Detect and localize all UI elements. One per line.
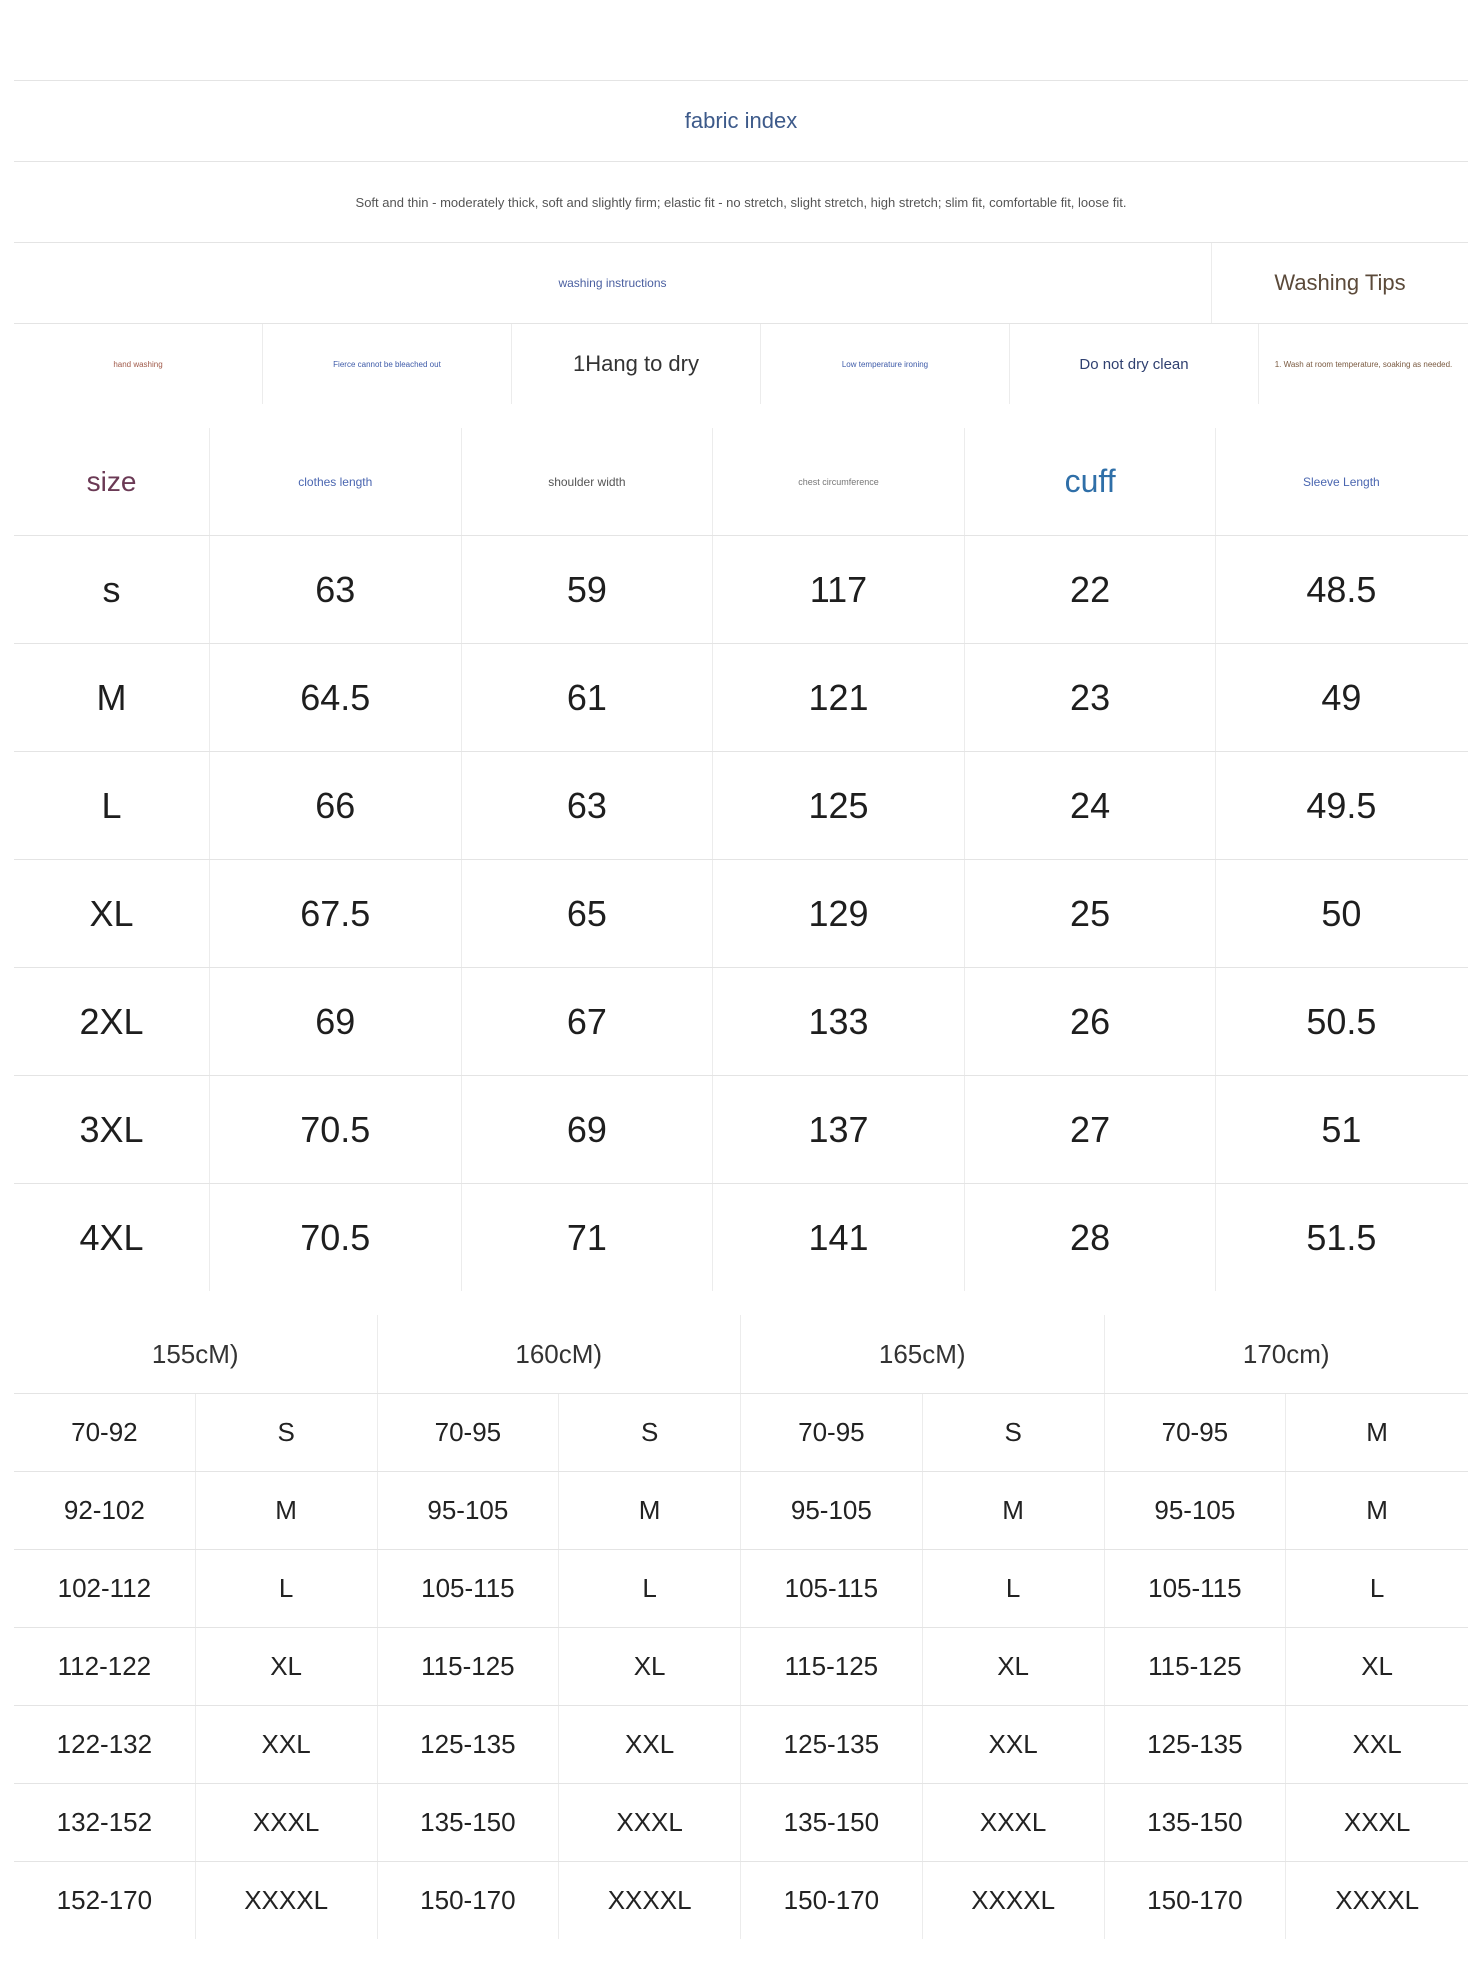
size-value: 63 [210, 536, 462, 643]
recommended-size: XXXL [1343, 1807, 1411, 1837]
size-value: 125 [713, 752, 965, 859]
recommended-size: XXXL [559, 1784, 741, 1861]
recommended-size: M [1366, 1417, 1388, 1447]
weight-chart-body [14, 1393, 1468, 1939]
size-row [14, 752, 1468, 859]
wash-item-hand-washing: hand washing [14, 324, 263, 404]
recommended-size: S [559, 1394, 741, 1471]
size-value: 27 [965, 1076, 1217, 1183]
size-label: M [14, 644, 210, 751]
recommended-size: XXXXL [196, 1862, 378, 1939]
recommended-size: XXXL [196, 1784, 378, 1861]
size-value: 137 [713, 1076, 965, 1183]
washing-items-row [14, 324, 1468, 404]
washing-tips-label: Washing Tips [1274, 270, 1406, 295]
size-label: XL [14, 860, 210, 967]
size-value: 121 [713, 644, 965, 751]
size-value: 117 [713, 536, 965, 643]
weight-range: 135-150 [1105, 1784, 1287, 1861]
recommended-size: M [196, 1472, 378, 1549]
size-value: 48.5 [1306, 568, 1377, 610]
header-size: size [14, 428, 210, 535]
weight-range: 152-170 [14, 1862, 196, 1939]
recommended-size: XL [196, 1628, 378, 1705]
weight-range: 135-150 [741, 1784, 923, 1861]
recommended-size: XL [1361, 1651, 1394, 1681]
weight-row [14, 1394, 1468, 1471]
weight-range: 70-95 [1105, 1394, 1287, 1471]
wash-item-hang-dry: 1Hang to dry [512, 324, 761, 404]
header-chest-circumference: chest circumference [713, 428, 965, 535]
weight-range: 105-115 [378, 1550, 560, 1627]
recommended-size: S [923, 1394, 1105, 1471]
recommended-size: XL [559, 1628, 741, 1705]
size-value: 49.5 [1306, 784, 1377, 826]
weight-range: 115-125 [1105, 1628, 1287, 1705]
weight-range: 95-105 [1105, 1472, 1287, 1549]
weight-range: 150-170 [1105, 1862, 1287, 1939]
weight-range: 125-135 [378, 1706, 560, 1783]
wash-tip-text: 1. Wash at room temperature, soaking as needed. [1274, 359, 1453, 369]
size-value: 23 [965, 644, 1217, 751]
weight-range: 115-125 [378, 1628, 560, 1705]
fabric-description: Soft and thin - moderately thick, soft and slightly firm; elastic fit - no stretch, slight stretch, high stretch; slim fit, comfortable fit, loose fit. [355, 194, 1127, 210]
size-value: 50 [1321, 892, 1362, 934]
size-chart-body [14, 535, 1468, 1291]
size-value: 70.5 [210, 1184, 462, 1291]
fabric-description-row [14, 162, 1468, 242]
size-chart-header [14, 428, 1468, 535]
size-value: 69 [210, 968, 462, 1075]
recommended-size: XXL [923, 1706, 1105, 1783]
weight-range: 70-95 [378, 1394, 560, 1471]
weight-range: 95-105 [378, 1472, 560, 1549]
size-value: 28 [965, 1184, 1217, 1291]
washing-instructions-label: washing instructions [14, 243, 1212, 323]
recommended-size: XXXXL [923, 1862, 1105, 1939]
fabric-index-title: fabric index [684, 108, 798, 133]
recommended-size: L [1369, 1573, 1385, 1603]
recommended-size: S [196, 1394, 378, 1471]
weight-range: 70-95 [741, 1394, 923, 1471]
height-160-header: 160cM) [378, 1315, 742, 1393]
size-chart [14, 428, 1468, 1291]
weight-range: 112-122 [14, 1628, 196, 1705]
size-value: 22 [965, 536, 1217, 643]
size-value: 24 [965, 752, 1217, 859]
size-value: 64.5 [210, 644, 462, 751]
weight-range: 102-112 [14, 1550, 196, 1627]
size-label: s [14, 536, 210, 643]
size-value: 129 [713, 860, 965, 967]
size-value: 66 [210, 752, 462, 859]
size-value: 51.5 [1306, 1216, 1377, 1258]
size-value: 26 [965, 968, 1217, 1075]
size-value: 133 [713, 968, 965, 1075]
size-row [14, 644, 1468, 751]
weight-row [14, 1550, 1468, 1627]
size-value: 70.5 [210, 1076, 462, 1183]
weight-row [14, 1628, 1468, 1705]
size-value: 65 [462, 860, 714, 967]
size-row [14, 1076, 1468, 1183]
weight-range: 150-170 [741, 1862, 923, 1939]
size-value: 25 [965, 860, 1217, 967]
weight-range: 105-115 [1105, 1550, 1287, 1627]
size-value: 59 [462, 536, 714, 643]
header-shoulder-width: shoulder width [462, 428, 714, 535]
weight-row [14, 1862, 1468, 1939]
size-row [14, 968, 1468, 1075]
washing-header-row [14, 243, 1468, 323]
weight-range: 135-150 [378, 1784, 560, 1861]
size-row [14, 536, 1468, 643]
weight-row [14, 1472, 1468, 1549]
weight-chart-header [14, 1315, 1468, 1393]
size-label: L [14, 752, 210, 859]
header-clothes-length: clothes length [210, 428, 462, 535]
recommended-size: M [923, 1472, 1105, 1549]
size-value: 51 [1321, 1108, 1362, 1150]
recommended-size: L [923, 1550, 1105, 1627]
weight-range: 115-125 [741, 1628, 923, 1705]
size-label: 3XL [14, 1076, 210, 1183]
fabric-index-row [14, 81, 1468, 161]
weight-size-chart [14, 1315, 1468, 1939]
size-value: 71 [462, 1184, 714, 1291]
size-value: 61 [462, 644, 714, 751]
weight-row [14, 1784, 1468, 1861]
size-value: 50.5 [1306, 1000, 1377, 1042]
wash-item-no-dry-clean: Do not dry clean [1010, 324, 1259, 404]
recommended-size: XL [923, 1628, 1105, 1705]
size-value: 67 [462, 968, 714, 1075]
recommended-size: XXL [559, 1706, 741, 1783]
weight-range: 95-105 [741, 1472, 923, 1549]
recommended-size: L [196, 1550, 378, 1627]
recommended-size: XXXXL [1335, 1885, 1420, 1915]
size-value: 141 [713, 1184, 965, 1291]
weight-range: 70-92 [14, 1394, 196, 1471]
size-value: 63 [462, 752, 714, 859]
weight-range: 132-152 [14, 1784, 196, 1861]
size-row [14, 860, 1468, 967]
weight-range: 125-135 [741, 1706, 923, 1783]
recommended-size: L [559, 1550, 741, 1627]
size-row [14, 1184, 1468, 1291]
size-value: 69 [462, 1076, 714, 1183]
header-sleeve-length: Sleeve Length [1303, 474, 1380, 489]
size-value: 67.5 [210, 860, 462, 967]
recommended-size: XXXXL [559, 1862, 741, 1939]
weight-range: 105-115 [741, 1550, 923, 1627]
weight-range: 92-102 [14, 1472, 196, 1549]
wash-item-no-bleach: Fierce cannot be bleached out [263, 324, 512, 404]
recommended-size: XXL [196, 1706, 378, 1783]
weight-range: 150-170 [378, 1862, 560, 1939]
weight-range: 122-132 [14, 1706, 196, 1783]
wash-item-low-iron: Low temperature ironing [761, 324, 1010, 404]
height-165-header: 165cM) [741, 1315, 1105, 1393]
recommended-size: XXXL [923, 1784, 1105, 1861]
height-170-header: 170cm) [1242, 1338, 1330, 1369]
size-label: 2XL [14, 968, 210, 1075]
size-value: 49 [1321, 676, 1362, 718]
header-cuff: cuff [965, 428, 1217, 535]
weight-range: 125-135 [1105, 1706, 1287, 1783]
recommended-size: M [1366, 1495, 1388, 1525]
height-155-header: 155cM) [14, 1315, 378, 1393]
size-label: 4XL [14, 1184, 210, 1291]
size-sheet [14, 80, 1468, 1939]
recommended-size: M [559, 1472, 741, 1549]
recommended-size: XXL [1352, 1729, 1402, 1759]
weight-row [14, 1706, 1468, 1783]
